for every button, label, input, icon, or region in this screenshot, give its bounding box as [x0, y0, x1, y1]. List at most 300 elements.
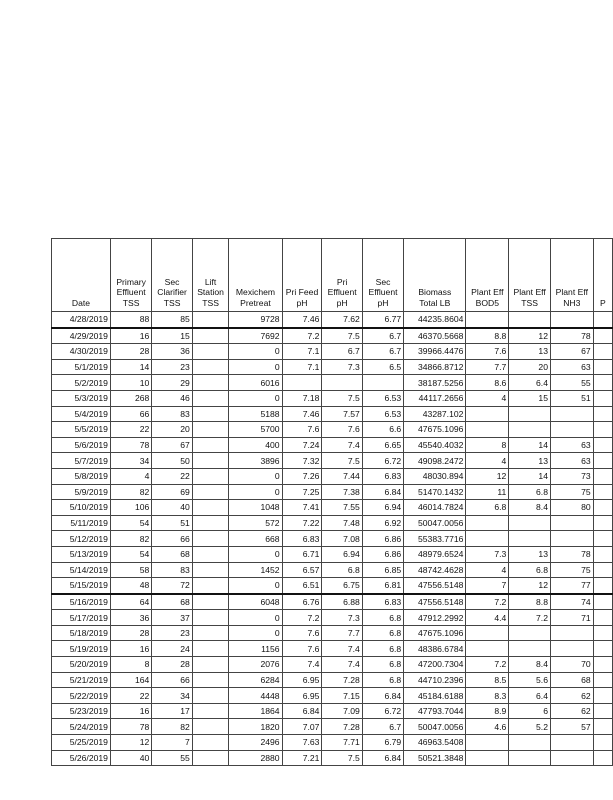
table-row	[52, 641, 613, 657]
table-cell: 6.8	[362, 610, 403, 626]
table-cell: 7.6	[466, 344, 509, 360]
table-cell	[192, 750, 229, 766]
table-cell: 7.3	[322, 610, 362, 626]
table-cell: 13	[509, 344, 551, 360]
table-cell: 39966.4476	[404, 344, 466, 360]
table-cell: 6.7	[322, 344, 362, 360]
table-cell: 67	[550, 344, 593, 360]
table-cell: 83	[152, 406, 192, 422]
table-cell	[509, 625, 551, 641]
table-cell: 7.46	[282, 312, 322, 328]
table-cell: 7.6	[282, 422, 322, 438]
table-cell	[192, 453, 229, 469]
table-cell	[466, 625, 509, 641]
table-cell: 8.9	[466, 703, 509, 719]
table-cell: 11	[466, 484, 509, 500]
table-cell: 5/3/2019	[52, 390, 111, 406]
table-cell: 5.2	[509, 719, 551, 735]
column-header: Primary Effluent TSS	[110, 239, 151, 312]
table-cell: 6.83	[362, 594, 403, 610]
table-cell: 2496	[229, 735, 282, 751]
table-cell: 7.4	[322, 437, 362, 453]
table-cell: 5/16/2019	[52, 594, 111, 610]
table-cell: 7.07	[282, 719, 322, 735]
table-cell: 9728	[229, 312, 282, 328]
table-cell: 69	[152, 484, 192, 500]
table-cell: 77	[550, 578, 593, 594]
table-cell: 4	[466, 390, 509, 406]
table-cell	[192, 312, 229, 328]
table-row	[52, 562, 613, 578]
table-cell: 6.8	[322, 562, 362, 578]
table-cell: 15	[152, 328, 192, 344]
table-cell: 88	[110, 312, 151, 328]
table-cell: 1452	[229, 562, 282, 578]
table-cell: 7.2	[509, 610, 551, 626]
table-cell: 6048	[229, 594, 282, 610]
table-cell: 44117.2656	[404, 390, 466, 406]
table-cell	[192, 703, 229, 719]
table-cell: 4.4	[466, 610, 509, 626]
table-cell	[466, 406, 509, 422]
table-cell: 7.7	[322, 625, 362, 641]
table-cell: 668	[229, 531, 282, 547]
table-cell: 5/19/2019	[52, 641, 111, 657]
table-row	[52, 468, 613, 484]
table-cell	[192, 500, 229, 516]
table-cell: 48386.6784	[404, 641, 466, 657]
table-cell: 51	[550, 390, 593, 406]
table-cell: 0	[229, 625, 282, 641]
table-cell: 66	[110, 406, 151, 422]
table-cell: 23	[152, 625, 192, 641]
table-cell: 38187.5256	[404, 375, 466, 391]
table-cell: 15	[509, 390, 551, 406]
column-header: P	[593, 239, 612, 312]
table-cell: 16	[110, 703, 151, 719]
table-cell: 47200.7304	[404, 657, 466, 673]
table-cell: 16	[110, 328, 151, 344]
table-cell: 5/10/2019	[52, 500, 111, 516]
table-cell: 14	[509, 468, 551, 484]
table-cell: 6.8	[362, 672, 403, 688]
table-cell: 6.8	[509, 562, 551, 578]
table-cell	[509, 422, 551, 438]
table-cell: 62	[550, 688, 593, 704]
table-cell: 36	[110, 610, 151, 626]
table-cell: 73	[550, 468, 593, 484]
table-cell: 7.08	[322, 531, 362, 547]
table-row	[52, 594, 613, 610]
table-cell: 71	[550, 610, 593, 626]
table-cell: 7.18	[282, 390, 322, 406]
table-cell	[192, 578, 229, 594]
table-cell: 40	[152, 500, 192, 516]
table-cell	[509, 406, 551, 422]
table-cell	[466, 750, 509, 766]
table-cell	[593, 406, 612, 422]
table-cell: 6.95	[282, 672, 322, 688]
table-cell	[466, 312, 509, 328]
table-row	[52, 625, 613, 641]
table-cell: 6.83	[282, 531, 322, 547]
table-cell: 6016	[229, 375, 282, 391]
table-cell: 10	[110, 375, 151, 391]
table-cell	[593, 578, 612, 594]
table-cell: 7.22	[282, 515, 322, 531]
table-cell: 45540.4032	[404, 437, 466, 453]
table-cell: 43287.102	[404, 406, 466, 422]
table-cell: 6.83	[362, 468, 403, 484]
table-cell: 268	[110, 390, 151, 406]
table-cell: 70	[550, 657, 593, 673]
table-cell: 6.4	[509, 688, 551, 704]
table-cell: 7.1	[282, 359, 322, 375]
table-cell: 6.7	[362, 328, 403, 344]
table-cell: 7.6	[282, 641, 322, 657]
table-cell: 78	[110, 437, 151, 453]
table-row	[52, 344, 613, 360]
table-cell: 5/8/2019	[52, 468, 111, 484]
table-cell: 5/23/2019	[52, 703, 111, 719]
table-cell	[593, 610, 612, 626]
table-cell: 74	[550, 594, 593, 610]
spreadsheet-region	[51, 238, 613, 766]
table-cell: 6.75	[322, 578, 362, 594]
table-cell	[593, 515, 612, 531]
table-cell: 13	[509, 453, 551, 469]
table-cell: 7.2	[466, 657, 509, 673]
table-cell: 6.94	[322, 546, 362, 562]
table-cell	[550, 422, 593, 438]
table-cell: 572	[229, 515, 282, 531]
table-cell: 75	[550, 484, 593, 500]
table-cell: 7	[152, 735, 192, 751]
table-cell: 40	[110, 750, 151, 766]
table-cell: 7.63	[282, 735, 322, 751]
table-cell	[466, 531, 509, 547]
table-cell	[282, 375, 322, 391]
table-cell: 6.84	[362, 484, 403, 500]
table-cell: 0	[229, 578, 282, 594]
table-cell: 6.57	[282, 562, 322, 578]
table-cell: 6.72	[362, 703, 403, 719]
table-cell	[192, 359, 229, 375]
table-cell: 5/4/2019	[52, 406, 111, 422]
table-cell: 6.77	[362, 312, 403, 328]
table-cell: 5/17/2019	[52, 610, 111, 626]
table-cell: 78	[110, 719, 151, 735]
column-header: Plant Eff BOD5	[466, 239, 509, 312]
table-row	[52, 422, 613, 438]
table-cell: 17	[152, 703, 192, 719]
table-cell: 55383.7716	[404, 531, 466, 547]
table-cell: 72	[152, 578, 192, 594]
table-row	[52, 500, 613, 516]
table-cell: 7.26	[282, 468, 322, 484]
table-cell: 7.55	[322, 500, 362, 516]
table-cell: 24	[152, 641, 192, 657]
table-cell: 7	[466, 578, 509, 594]
table-cell	[550, 312, 593, 328]
table-cell	[466, 422, 509, 438]
data-table	[51, 238, 613, 766]
table-cell: 7.15	[322, 688, 362, 704]
table-cell: 7.5	[322, 453, 362, 469]
table-cell: 50	[152, 453, 192, 469]
table-cell	[192, 328, 229, 344]
table-cell: 6.72	[362, 453, 403, 469]
table-cell: 14	[509, 437, 551, 453]
table-cell	[550, 641, 593, 657]
column-header: Pri Effluent pH	[322, 239, 362, 312]
table-cell	[593, 562, 612, 578]
table-cell: 47556.5148	[404, 578, 466, 594]
table-cell: 7.2	[282, 328, 322, 344]
table-cell	[593, 641, 612, 657]
table-row	[52, 375, 613, 391]
table-cell	[192, 657, 229, 673]
table-cell: 63	[550, 437, 593, 453]
table-cell: 5188	[229, 406, 282, 422]
table-cell: 5/9/2019	[52, 484, 111, 500]
table-cell: 6.84	[362, 750, 403, 766]
table-cell: 8	[466, 437, 509, 453]
table-cell: 0	[229, 359, 282, 375]
table-cell	[593, 422, 612, 438]
table-cell: 47675.1096	[404, 625, 466, 641]
table-cell	[192, 594, 229, 610]
table-cell: 7.32	[282, 453, 322, 469]
table-cell: 7.4	[322, 641, 362, 657]
table-cell: 6.8	[362, 625, 403, 641]
table-cell: 28	[110, 344, 151, 360]
table-cell: 4448	[229, 688, 282, 704]
table-cell: 6.88	[322, 594, 362, 610]
table-cell: 6.8	[362, 657, 403, 673]
table-cell: 46	[152, 390, 192, 406]
table-cell: 5/6/2019	[52, 437, 111, 453]
table-cell: 55	[550, 375, 593, 391]
table-cell	[593, 625, 612, 641]
table-cell: 7.5	[322, 750, 362, 766]
table-cell: 7.24	[282, 437, 322, 453]
table-cell: 5/15/2019	[52, 578, 111, 594]
table-cell: 0	[229, 484, 282, 500]
table-cell: 7.2	[282, 610, 322, 626]
table-cell: 55	[152, 750, 192, 766]
table-cell: 4.6	[466, 719, 509, 735]
table-cell	[466, 735, 509, 751]
table-cell: 5/1/2019	[52, 359, 111, 375]
table-cell: 7.46	[282, 406, 322, 422]
table-cell: 1864	[229, 703, 282, 719]
table-cell: 20	[509, 359, 551, 375]
table-cell: 57	[550, 719, 593, 735]
table-cell: 44710.2396	[404, 672, 466, 688]
table-cell: 83	[152, 562, 192, 578]
table-cell: 46963.5408	[404, 735, 466, 751]
table-cell: 50047.0056	[404, 719, 466, 735]
table-cell: 48	[110, 578, 151, 594]
table-cell	[593, 531, 612, 547]
column-header: Date	[52, 239, 111, 312]
column-header: Plant Eff TSS	[509, 239, 551, 312]
table-cell: 6.65	[362, 437, 403, 453]
table-cell: 7.25	[282, 484, 322, 500]
table-cell	[192, 719, 229, 735]
table-cell: 6.51	[282, 578, 322, 594]
table-cell: 0	[229, 610, 282, 626]
table-cell: 7.38	[322, 484, 362, 500]
table-cell: 5/25/2019	[52, 735, 111, 751]
table-cell: 50047.0056	[404, 515, 466, 531]
table-cell	[550, 735, 593, 751]
table-cell	[593, 657, 612, 673]
table-cell: 6.5	[362, 359, 403, 375]
table-cell: 0	[229, 344, 282, 360]
table-cell: 48979.6524	[404, 546, 466, 562]
table-cell: 5/24/2019	[52, 719, 111, 735]
table-cell: 6.8	[362, 641, 403, 657]
table-row	[52, 750, 613, 766]
table-cell: 7.48	[322, 515, 362, 531]
table-cell: 8	[110, 657, 151, 673]
table-cell: 20	[152, 422, 192, 438]
table-cell: 2076	[229, 657, 282, 673]
table-cell: 5/22/2019	[52, 688, 111, 704]
column-header: Pri Feed pH	[282, 239, 322, 312]
table-cell	[192, 515, 229, 531]
table-cell	[593, 735, 612, 751]
table-cell: 0	[229, 390, 282, 406]
table-cell: 3896	[229, 453, 282, 469]
column-header: Lift Station TSS	[192, 239, 229, 312]
table-cell: 6.84	[362, 688, 403, 704]
table-cell: 63	[550, 453, 593, 469]
table-cell: 82	[110, 484, 151, 500]
table-row	[52, 657, 613, 673]
table-cell: 7.1	[282, 344, 322, 360]
column-header: Mexichem Pretreat	[229, 239, 282, 312]
table-cell: 7.44	[322, 468, 362, 484]
table-cell	[593, 344, 612, 360]
table-cell: 62	[550, 703, 593, 719]
table-cell	[509, 515, 551, 531]
table-cell: 28	[152, 657, 192, 673]
table-cell	[192, 437, 229, 453]
table-cell	[550, 406, 593, 422]
table-cell: 6.71	[282, 546, 322, 562]
table-cell	[593, 546, 612, 562]
table-cell: 75	[550, 562, 593, 578]
table-cell: 78	[550, 546, 593, 562]
table-cell	[192, 625, 229, 641]
table-cell	[593, 468, 612, 484]
table-cell: 34	[152, 688, 192, 704]
table-cell	[509, 531, 551, 547]
table-cell: 37	[152, 610, 192, 626]
table-cell: 6.53	[362, 390, 403, 406]
table-cell: 6.4	[509, 375, 551, 391]
table-cell: 5/21/2019	[52, 672, 111, 688]
table-cell: 28	[110, 625, 151, 641]
table-cell: 6	[509, 703, 551, 719]
table-cell	[550, 531, 593, 547]
table-cell: 29	[152, 375, 192, 391]
table-cell: 8.4	[509, 500, 551, 516]
table-cell: 12	[466, 468, 509, 484]
table-cell: 46014.7824	[404, 500, 466, 516]
table-cell	[593, 594, 612, 610]
column-header: Biomass Total LB	[404, 239, 466, 312]
table-cell: 7.09	[322, 703, 362, 719]
table-cell: 58	[110, 562, 151, 578]
table-cell: 7.4	[322, 657, 362, 673]
table-cell: 5700	[229, 422, 282, 438]
table-cell: 44235.8604	[404, 312, 466, 328]
table-row	[52, 359, 613, 375]
table-cell: 7692	[229, 328, 282, 344]
table-cell: 47793.7044	[404, 703, 466, 719]
header-row	[52, 239, 613, 312]
table-cell: 22	[110, 422, 151, 438]
table-cell: 4	[110, 468, 151, 484]
column-header: Sec Effluent pH	[362, 239, 403, 312]
table-cell: 12	[509, 328, 551, 344]
table-cell: 63	[550, 359, 593, 375]
table-cell	[509, 735, 551, 751]
table-cell	[593, 688, 612, 704]
table-cell: 23	[152, 359, 192, 375]
table-cell: 54	[110, 515, 151, 531]
table-cell	[192, 610, 229, 626]
table-cell	[509, 750, 551, 766]
table-cell: 5/5/2019	[52, 422, 111, 438]
table-cell	[192, 531, 229, 547]
table-cell: 47912.2992	[404, 610, 466, 626]
column-header: Sec Clarifier TSS	[152, 239, 192, 312]
table-row	[52, 484, 613, 500]
table-cell	[550, 625, 593, 641]
table-cell: 36	[152, 344, 192, 360]
table-cell	[593, 312, 612, 328]
table-cell	[593, 703, 612, 719]
table-cell: 6.85	[362, 562, 403, 578]
table-cell	[192, 562, 229, 578]
table-cell: 6.8	[509, 484, 551, 500]
table-row	[52, 406, 613, 422]
table-cell: 34	[110, 453, 151, 469]
table-cell: 6.84	[282, 703, 322, 719]
table-cell	[593, 437, 612, 453]
table-cell: 6.94	[362, 500, 403, 516]
table-cell: 47556.5148	[404, 594, 466, 610]
table-row	[52, 312, 613, 328]
table-cell: 34866.8712	[404, 359, 466, 375]
table-cell: 8.8	[509, 594, 551, 610]
table-row	[52, 531, 613, 547]
table-cell: 48030.894	[404, 468, 466, 484]
table-cell: 5/14/2019	[52, 562, 111, 578]
table-row	[52, 328, 613, 344]
table-cell: 5/12/2019	[52, 531, 111, 547]
table-cell: 5.6	[509, 672, 551, 688]
table-cell	[322, 375, 362, 391]
table-row	[52, 453, 613, 469]
table-cell: 85	[152, 312, 192, 328]
table-cell	[593, 375, 612, 391]
